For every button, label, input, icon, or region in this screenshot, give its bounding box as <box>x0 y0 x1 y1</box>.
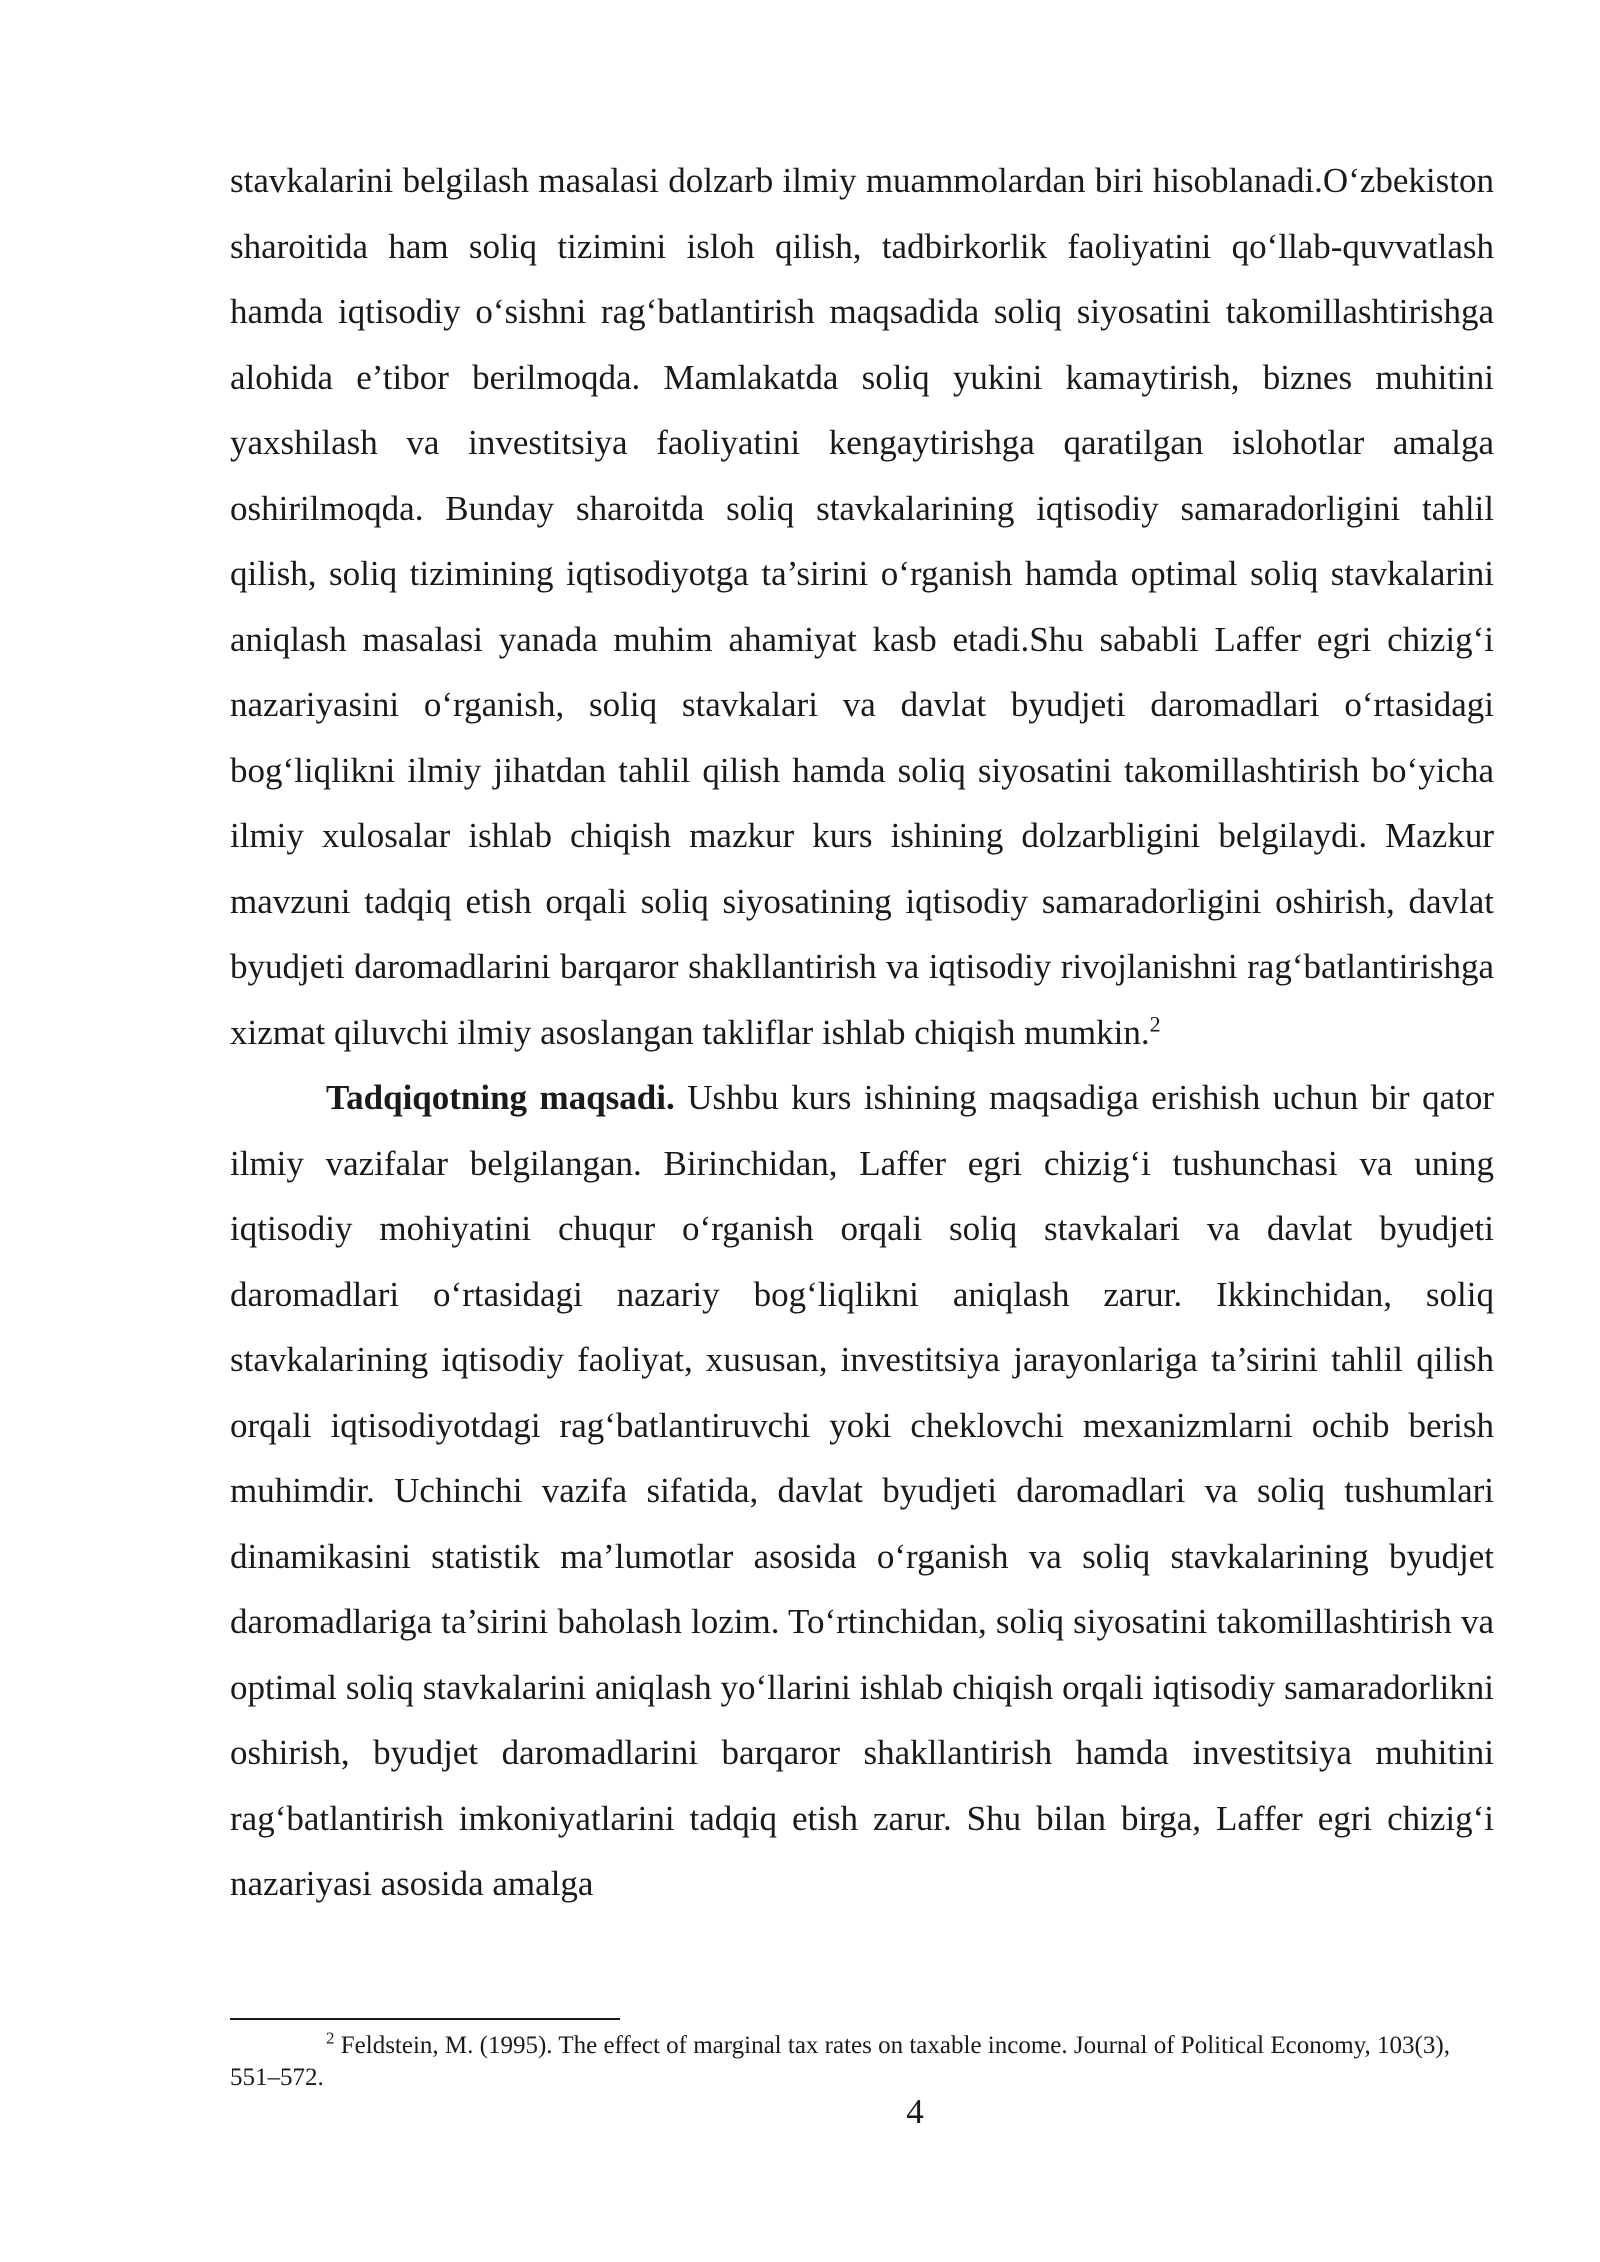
footnote-mark: 2 <box>326 2028 335 2048</box>
paragraph-text: stavkalarini belgilash masalasi dolzarb ilmiy muammolardan biri hisoblanadi.O‘zbekiston sharoitida ham soliq tizimini isloh qilish, tadbirkorlik faoliyatini qo‘llab-quvvatlash hamda iqtisodiy o‘sishni rag‘batlantirish maqsadida soliq siyosatini takomillashtirishga alohida e’tibor berilmoqda. Mamlakatda soliq yukini kamaytirish, biznes muhitini yaxshilash va investitsiya faoliyatini kengaytirishga qaratilgan islohotlar amalga oshirilmoqda. Bunday sharoitda soliq stavkalarining iqtisodiy samaradorligini tahlil qilish, soliq tizimining iqtisodiyotga ta’sirini o‘rganish hamda optimal soliq stavkalarini aniqlash masalasi yanada muhim ahamiyat kasb etadi.Shu sababli Laffer egri chizig‘i nazariyasini o‘rganish, soliq stavkalari va davlat byudjeti daromadlari o‘rtasidagi bog‘liqlikni ilmiy jihatdan tahlil qilish hamda soliq siyosatini takomillashtirish bo‘yicha ilmiy xulosalar ishlab chiqish mazkur kurs ishining dolzarbligini belgilaydi. Mazkur mavzuni tadqiq etish orqali soliq siyosatining iqtisodiy samaradorligini oshirish, davlat byudjeti daromadlarini barqaror shakllantirish va iqtisodiy rivojlanishni rag‘batlantirishga xizmat qiluvchi ilmiy asoslangan takliflar ishlab chiqish mumkin. <box>230 161 1494 1052</box>
paragraph-text: Ushbu kurs ishining maqsadiga erishish uchun bir qator ilmiy vazifalar belgilangan. Birinchidan, Laffer egri chizig‘i tushunchasi va uning iqtisodiy mohiyatini chuqur o‘rganish orqali soliq stavkalari va davlat byudjeti daromadlari o‘rtasidagi nazariy bog‘liqlikni aniqlash zarur. Ikkinchidan, soliq stavkalarining iqtisodiy faoliyat, xususan, investitsiya jarayonlariga ta’sirini tahlil qilish orqali iqtisodiyotdagi rag‘batlantiruvchi yoki cheklovchi mexanizmlarni ochib berish muhimdir. Uchinchi vazifa sifatida, davlat byudjeti daromadlari va soliq tushumlari dinamikasini statistik ma’lumotlar asosida o‘rganish va soliq stavkalarining byudjet daromadlariga ta’sirini baholash lozim. To‘rtinchidan, soliq siyosatini takomillashtirish va optimal soliq stavkalarini aniqlash yo‘llarini ishlab chiqish orqali iqtisodiy samaradorlikni oshirish, byudjet daromadlarini barqaror shakllantirish hamda investitsiya muhitini rag‘batlantirish imkoniyatlarini tadqiq etish zarur. Shu bilan birga, Laffer egri chizig‘i nazariyasi asosida amalga <box>230 1078 1494 1903</box>
body-paragraph <box>230 148 1494 1065</box>
body-paragraph <box>230 1065 1494 1917</box>
page-body <box>230 148 1494 1917</box>
footnote-reference[interactable]: 2 <box>1149 1010 1161 1036</box>
section-heading: Tadqiqotning maqsadi. <box>326 1078 675 1117</box>
footnote <box>230 2030 1494 2094</box>
footnote-separator <box>230 2018 620 2020</box>
page-number: 4 <box>906 2092 924 2131</box>
footnote-text: Feldstein, M. (1995). The effect of marginal tax rates on taxable income. Journal of Political Economy, 103(3), 551–572. <box>230 2032 1450 2091</box>
